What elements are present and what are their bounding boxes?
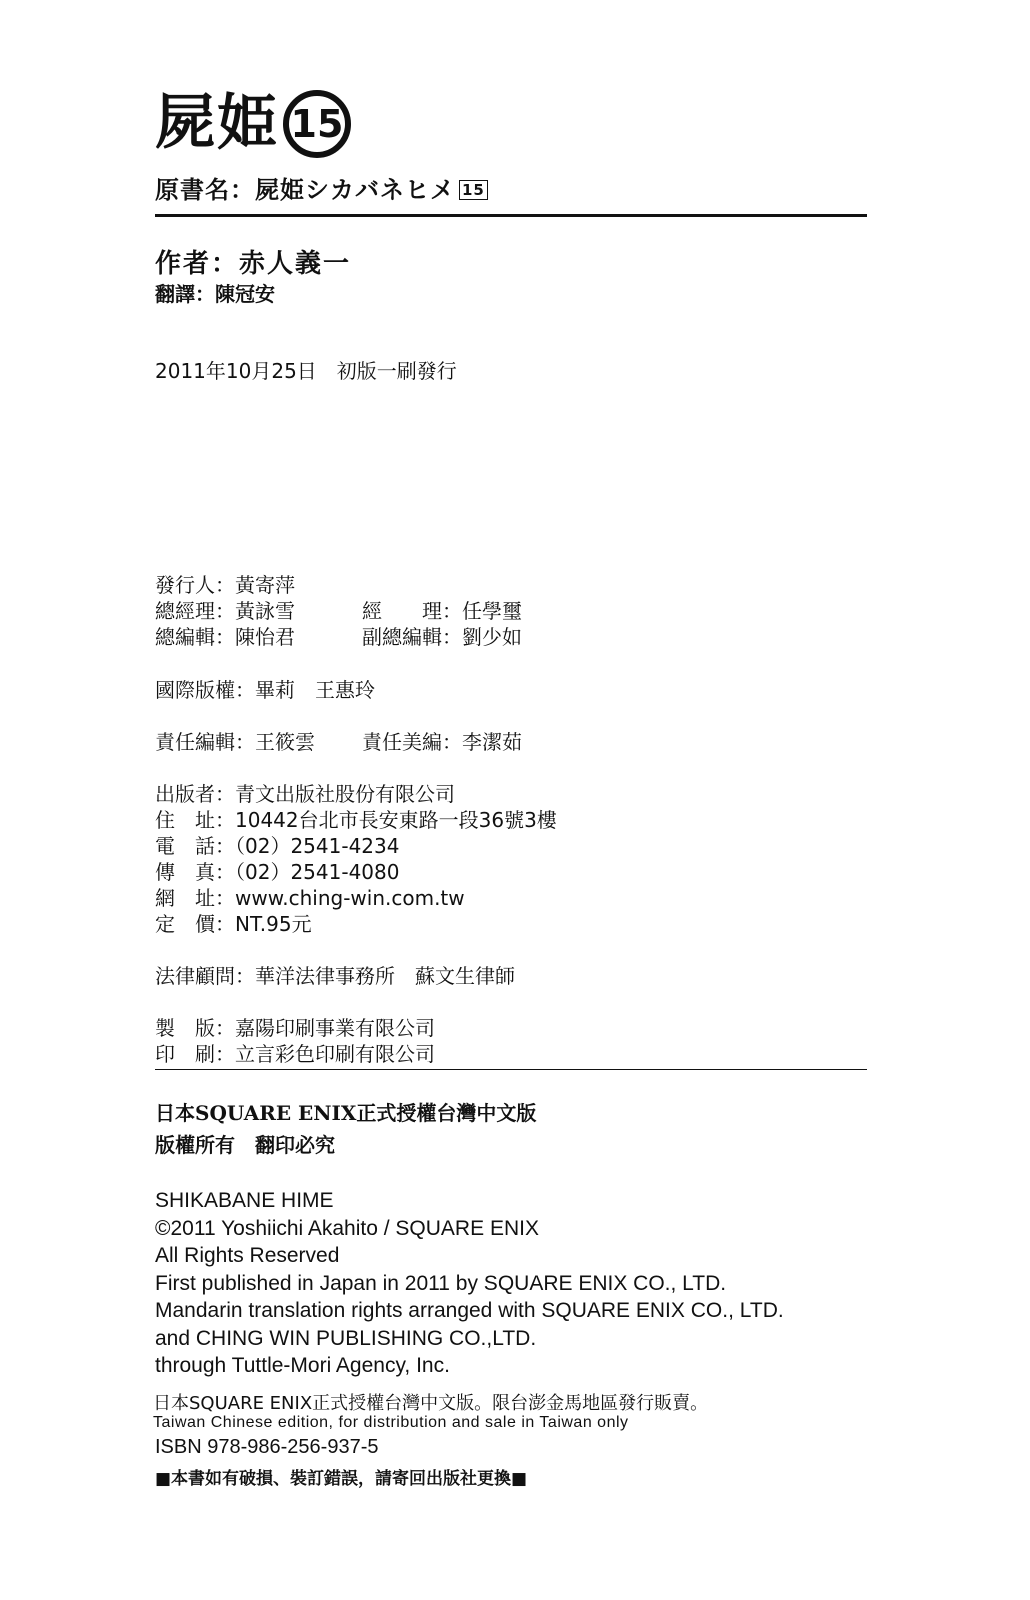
manager-line	[362, 598, 522, 624]
english-line: ©2011 Yoshiichi Akahito / SQUARE ENIX	[155, 1216, 539, 1240]
address-label: 住 址：	[155, 808, 235, 832]
intl-rights-names: 畢莉 王惠玲	[255, 678, 375, 702]
art-editor-name: 李潔茹	[462, 730, 522, 754]
printing-label: 印 刷：	[155, 1042, 235, 1066]
address-text: 10442台北市長安東路一段36號3樓	[235, 808, 557, 832]
publisher-label: 出版者：	[155, 782, 235, 806]
author-label: 作者：	[155, 249, 240, 279]
translator-label: 翻譯：	[155, 282, 215, 306]
printing-text: 立言彩色印刷有限公司	[235, 1042, 435, 1066]
editor-line	[155, 729, 315, 755]
edition-line: 2011年10月25日 初版一刷發行	[155, 359, 457, 383]
printing-line	[155, 1041, 435, 1067]
translator-name: 陳冠安	[215, 282, 275, 306]
author-line	[155, 243, 351, 280]
deputy-chief-editor-line	[362, 624, 522, 650]
rights-line: 版權所有 翻印必究	[155, 1133, 335, 1157]
legal-text: 華洋法律事務所 蘇文生律師	[255, 964, 515, 988]
english-line: through Tuttle-Mori Agency, Inc.	[155, 1354, 450, 1377]
english-line: SHIKABANE HIME	[155, 1189, 334, 1212]
english-line: All Rights Reserved	[155, 1244, 340, 1267]
art-editor-line	[362, 729, 522, 755]
english-line: and CHING WIN PUBLISHING CO.,LTD.	[155, 1326, 537, 1350]
phone-number: （02）2541-4234	[235, 834, 400, 858]
legal-line	[155, 963, 515, 989]
manager-label: 經 理：	[362, 599, 462, 623]
english-line: Mandarin translation rights arranged with SQUARE ENIX CO., LTD.	[155, 1299, 784, 1322]
english-credits	[155, 1187, 784, 1380]
manager-name: 任學璽	[462, 599, 522, 623]
original-title-text: 屍姫シカバネヒメ	[255, 176, 455, 204]
gm-label: 總經理：	[155, 599, 235, 623]
divider-thick	[155, 214, 867, 217]
intl-rights-line	[155, 677, 375, 703]
divider-thin	[155, 1069, 867, 1070]
author-name: 赤人義一	[239, 249, 352, 279]
prepress-label: 製 版：	[155, 1016, 235, 1040]
publisher-person-line	[155, 572, 295, 598]
book-title	[155, 88, 351, 158]
price-line	[155, 911, 312, 937]
publisher-name: 青文出版社股份有限公司	[235, 782, 455, 806]
legal-label: 法律顧問：	[155, 964, 255, 988]
website-url: www.ching-win.com.tw	[235, 886, 465, 910]
editor-name: 王筱雲	[255, 730, 315, 754]
price-label: 定 價：	[155, 912, 235, 936]
distribution-en: Taiwan Chinese edition, for distribution and sale in Taiwan only	[153, 1414, 629, 1431]
art-editor-label: 責任美編：	[362, 730, 462, 754]
title-text: 屍姫	[155, 88, 279, 158]
english-line: First published in Japan in 2011 by SQUARE ENIX CO., LTD.	[155, 1271, 727, 1295]
volume-badge: 15	[283, 90, 351, 158]
damage-notice: ■本書如有破損、裝訂錯誤，請寄回出版社更換■	[155, 1469, 528, 1489]
prepress-text: 嘉陽印刷事業有限公司	[235, 1016, 435, 1040]
distribution-cn: 日本SQUARE ENIX正式授權台灣中文版。限台澎金馬地區發行販賣。	[153, 1393, 709, 1414]
isbn: ISBN 978-986-256-937-5	[155, 1436, 379, 1458]
chief-editor-line	[155, 624, 295, 650]
phone-label: 電 話：	[155, 834, 235, 858]
deputy-chief-editor-name: 劉少如	[462, 625, 522, 649]
original-title-label: 原書名：	[155, 176, 255, 204]
original-volume-box: 15	[459, 180, 488, 200]
editor-label: 責任編輯：	[155, 730, 255, 754]
fax-number: （02）2541-4080	[235, 860, 400, 884]
gm-name: 黃詠雪	[235, 599, 295, 623]
license-line: 日本SQUARE ENIX正式授權台灣中文版	[155, 1101, 537, 1125]
publisher-person: 黃寄萍	[235, 573, 295, 597]
website-line	[155, 885, 465, 911]
deputy-chief-editor-label: 副總編輯：	[362, 625, 462, 649]
fax-label: 傳 真：	[155, 860, 235, 884]
phone-line	[155, 833, 399, 859]
translator-line	[155, 278, 275, 307]
chief-editor-label: 總編輯：	[155, 625, 235, 649]
publisher-line	[155, 781, 455, 807]
publisher-person-label: 發行人：	[155, 573, 235, 597]
prepress-line	[155, 1015, 435, 1041]
website-label: 網 址：	[155, 886, 235, 910]
original-title	[155, 170, 488, 205]
intl-rights-label: 國際版權：	[155, 678, 255, 702]
gm-line	[155, 598, 295, 624]
address-line	[155, 807, 557, 833]
fax-line	[155, 859, 399, 885]
chief-editor-name: 陳怡君	[235, 625, 295, 649]
price-value: NT.95元	[235, 912, 312, 936]
